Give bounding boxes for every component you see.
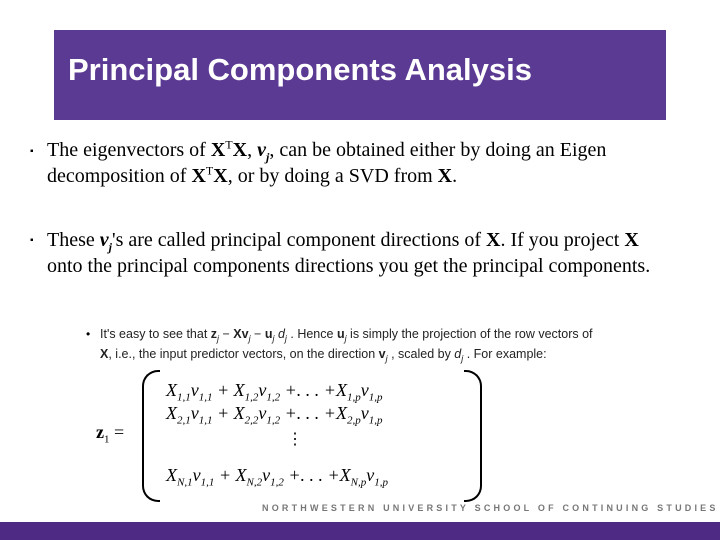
- matrix-row-2: $X_{2,1}v_{1,1} + X_{2,2}v_{1,2}$ +. . . $+X_{2,p}v_{1,p}$: [166, 403, 383, 427]
- matrix-row-1: $X_{1,1}v_{1,1} + X_{1,2}v_{1,2}$ +. . . $+X_{1,p}v_{1,p}$: [166, 380, 383, 404]
- bullet-1-line-2: decomposition of $X^TX$, or by doing a SVD from X.: [47, 163, 458, 187]
- bullet-2-line-2: onto the principal components directions you get the principal components.: [47, 255, 651, 277]
- vertical-ellipsis: ⋮: [287, 431, 303, 448]
- bullet-paragraph-2: [47, 227, 717, 279]
- title-bar: [54, 30, 666, 120]
- matrix-row-n: $X_{N,1}v_{1,1} + X_{N,2}v_{1,2}$ +. . . $+X_{N,p}v_{1,p}$: [166, 465, 388, 489]
- bullet-marker: ▪: [30, 235, 34, 246]
- bullet-paragraph-1: [47, 137, 717, 189]
- right-parenthesis: [464, 370, 482, 502]
- equation-matrix: [142, 370, 482, 498]
- snippet-line-1: It's easy to see that $z_j - Xv_j - u_j$ $d_j$ . Hence $u_j$ is simply the projection of the row vectors of: [100, 327, 593, 344]
- footer-bar: [0, 522, 720, 540]
- slide-title: Principal Components Analysis: [68, 52, 532, 87]
- snippet-line-2: X, i.e., the input predictor vectors, on the direction $v_j$ , scaled by $d_j$ . For example:: [100, 347, 547, 364]
- embedded-equation-snippet: [80, 322, 680, 497]
- equation-lhs: $z_1$ =: [96, 422, 125, 446]
- left-parenthesis: [142, 370, 160, 502]
- bullet-marker: ▪: [30, 146, 34, 157]
- bullet-1-line-1: The eigenvectors of $X^TX$, $v_j$, can be obtained either by doing an Eigen: [47, 137, 607, 164]
- footer-institution-text: NORTHWESTERN UNIVERSITY SCHOOL OF CONTINUING STUDIES: [262, 503, 719, 513]
- snippet-bullet-marker: •: [86, 327, 91, 341]
- bullet-2-line-1: These $v_j's$ are called principal component directions of X. If you project X: [47, 229, 639, 254]
